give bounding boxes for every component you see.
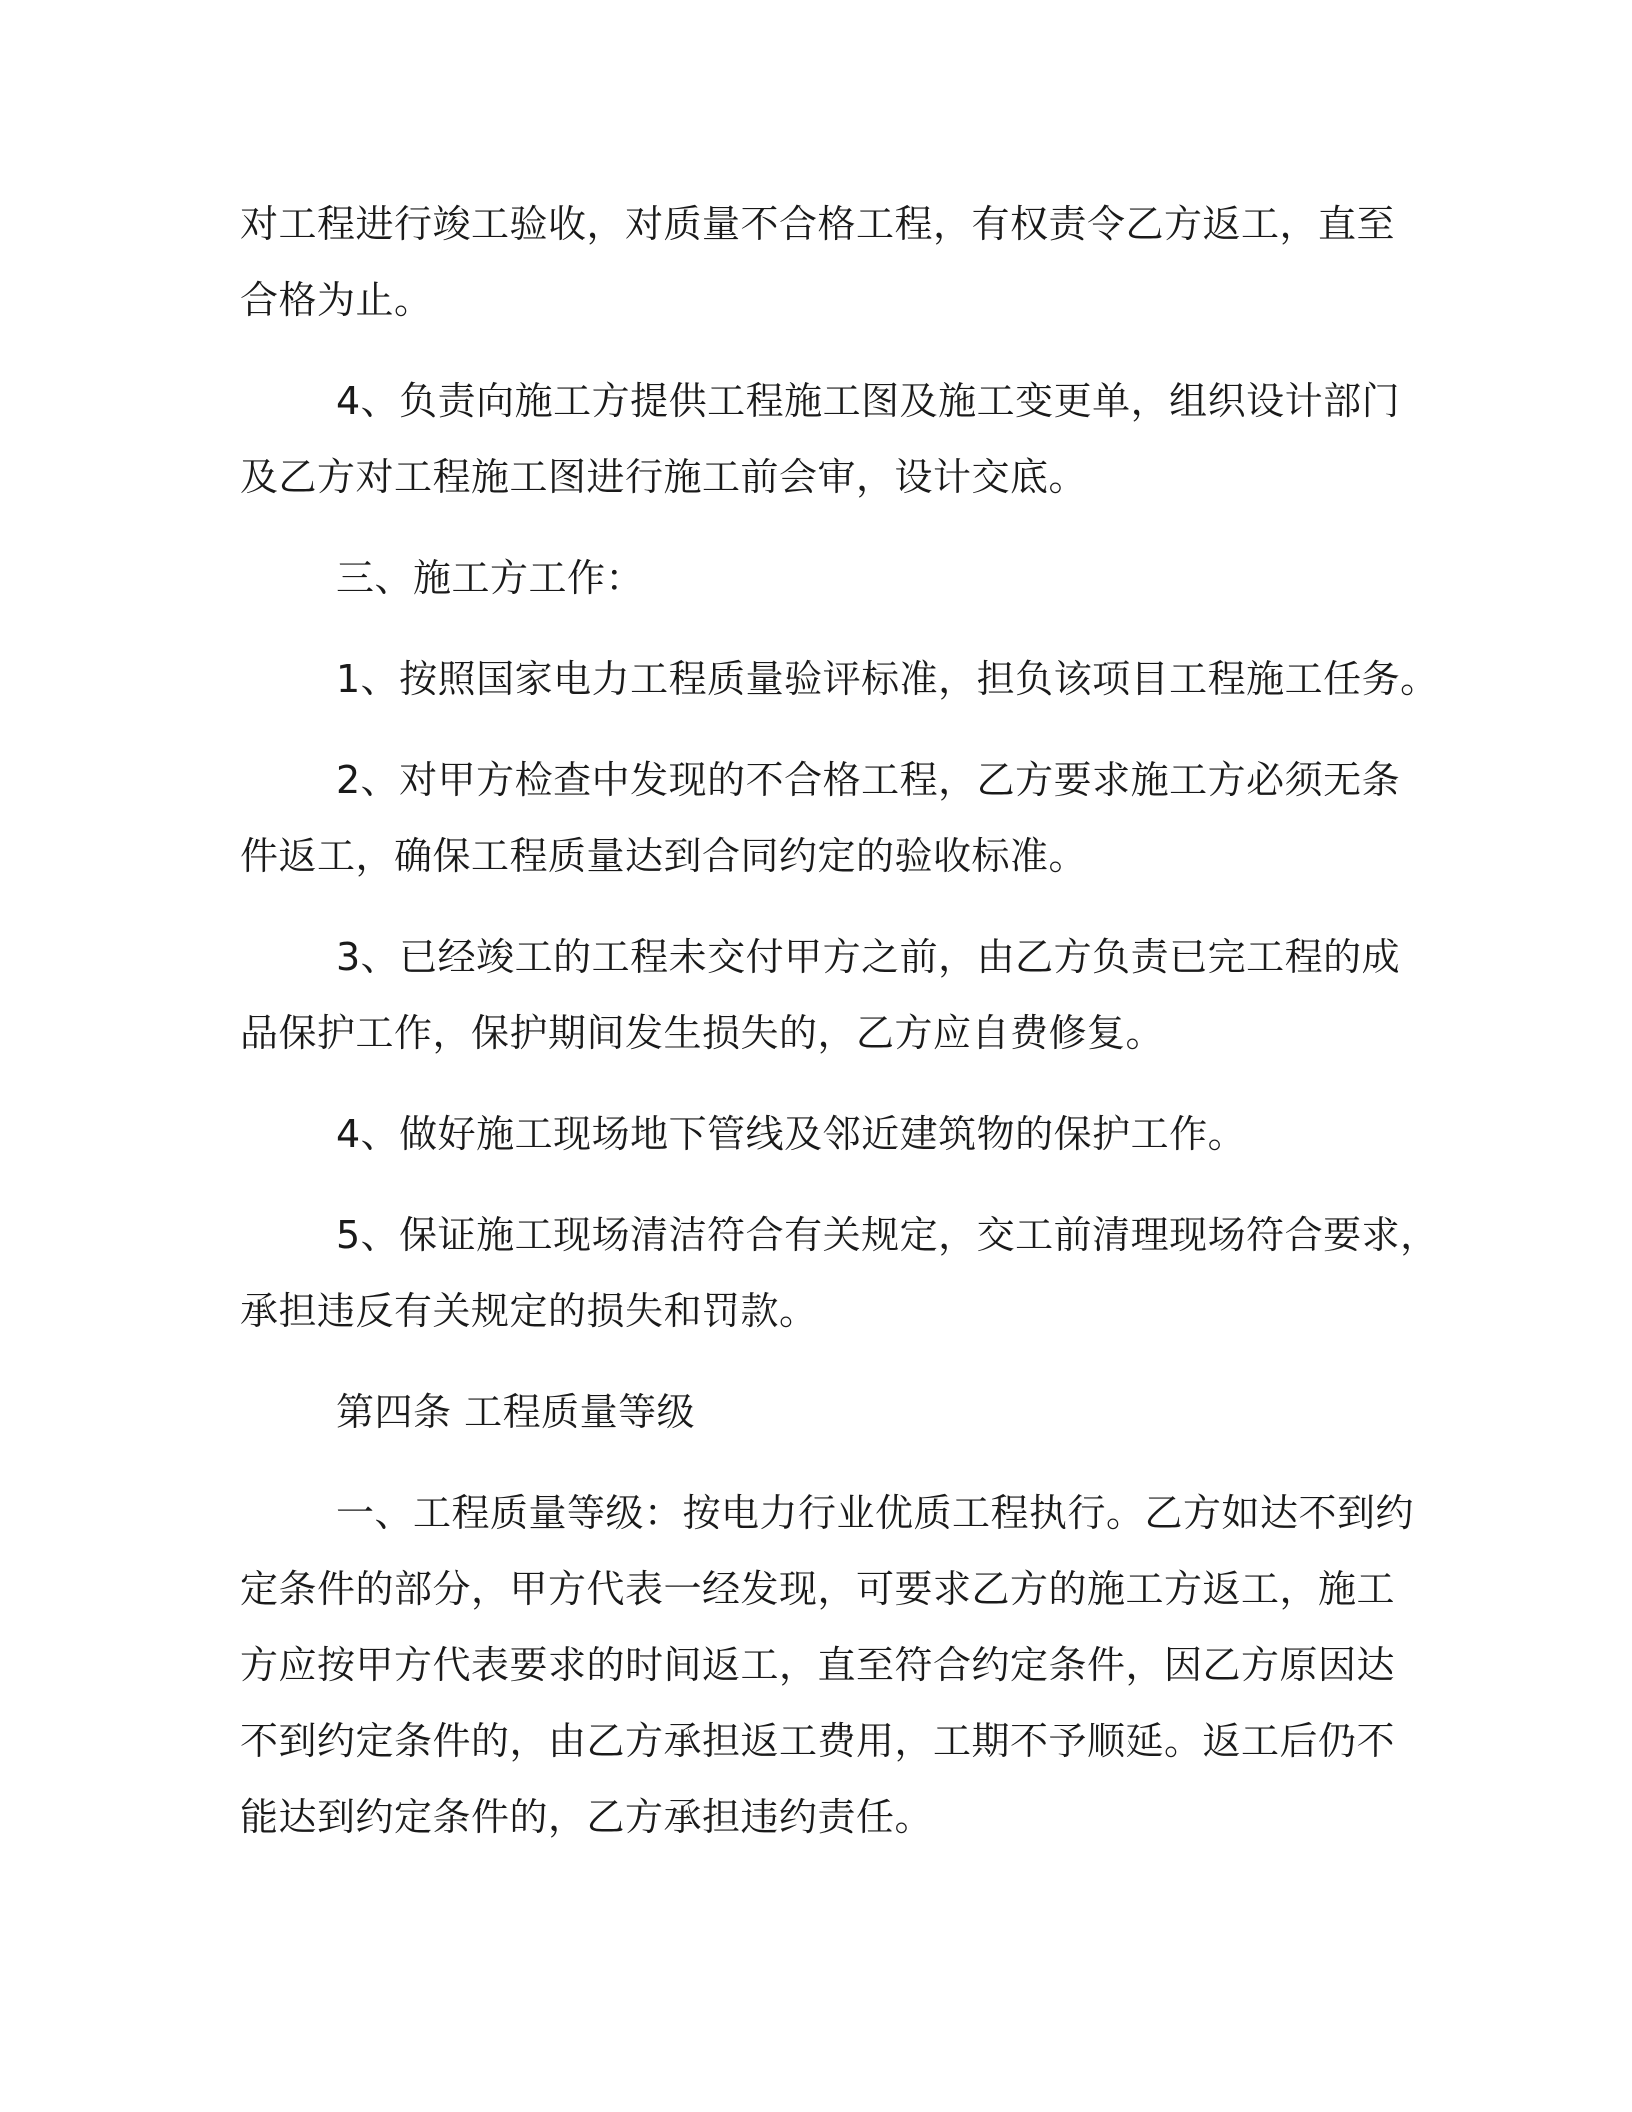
text-line: 第四条 工程质量等级: [336, 1390, 696, 1434]
text-line: 不到约定条件的，由乙方承担返工费用，工期不予顺延。返工后仍不: [240, 1719, 1396, 1763]
text-line: 对工程进行竣工验收，对质量不合格工程，有权责令乙方返工，直至: [240, 202, 1396, 246]
text-line: 方应按甲方代表要求的时间返工，直至符合约定条件，因乙方原因达: [240, 1643, 1396, 1687]
paragraph-item-5-cleanliness: [240, 1197, 1439, 1349]
text-line: 定条件的部分，甲方代表一经发现，可要求乙方的施工方返工，施工: [240, 1567, 1396, 1611]
document-body: [240, 186, 1439, 1880]
text-line: 2、对甲方检查中发现的不合格工程，乙方要求施工方必须无条: [336, 758, 1401, 802]
text-line: 一、工程质量等级：按电力行业优质工程执行。乙方如达不到约: [336, 1491, 1415, 1535]
article-heading-quality-grade: [240, 1374, 1400, 1450]
paragraph-item-1-standards: [240, 641, 1439, 717]
paragraph-item-4-pipelines: [240, 1096, 1400, 1172]
text-line: 合格为止。: [240, 278, 433, 322]
text-line: 1、按照国家电力工程质量验评标准，担负该项目工程施工任务。: [336, 657, 1439, 701]
text-line: 3、已经竣工的工程未交付甲方之前，由乙方负责已完工程的成: [336, 935, 1401, 979]
text-line: 4、做好施工现场地下管线及邻近建筑物的保护工作。: [336, 1112, 1247, 1156]
text-line: 承担违反有关规定的损失和罚款。: [240, 1289, 818, 1333]
text-line: 5、保证施工现场清洁符合有关规定，交工前清理现场符合要求，: [336, 1213, 1439, 1257]
paragraph-item-3-protection: [240, 919, 1400, 1071]
paragraph-acceptance-continued: [240, 186, 1400, 338]
text-line: 能达到约定条件的，乙方承担违约责任。: [240, 1795, 934, 1839]
text-line: 件返工，确保工程质量达到合同约定的验收标准。: [240, 834, 1088, 878]
section-heading-contractor-work: [240, 540, 1400, 616]
text-line: 品保护工作，保护期间发生损失的，乙方应自费修复。: [240, 1011, 1165, 1055]
paragraph-quality-grade-detail: [240, 1475, 1415, 1855]
text-line: 三、施工方工作：: [336, 556, 645, 600]
paragraph-item-2-rework: [240, 742, 1400, 894]
text-line: 及乙方对工程施工图进行施工前会审，设计交底。: [240, 455, 1088, 499]
paragraph-item-4-drawings: [240, 363, 1400, 515]
text-line: 4、负责向施工方提供工程施工图及施工变更单，组织设计部门: [336, 379, 1401, 423]
